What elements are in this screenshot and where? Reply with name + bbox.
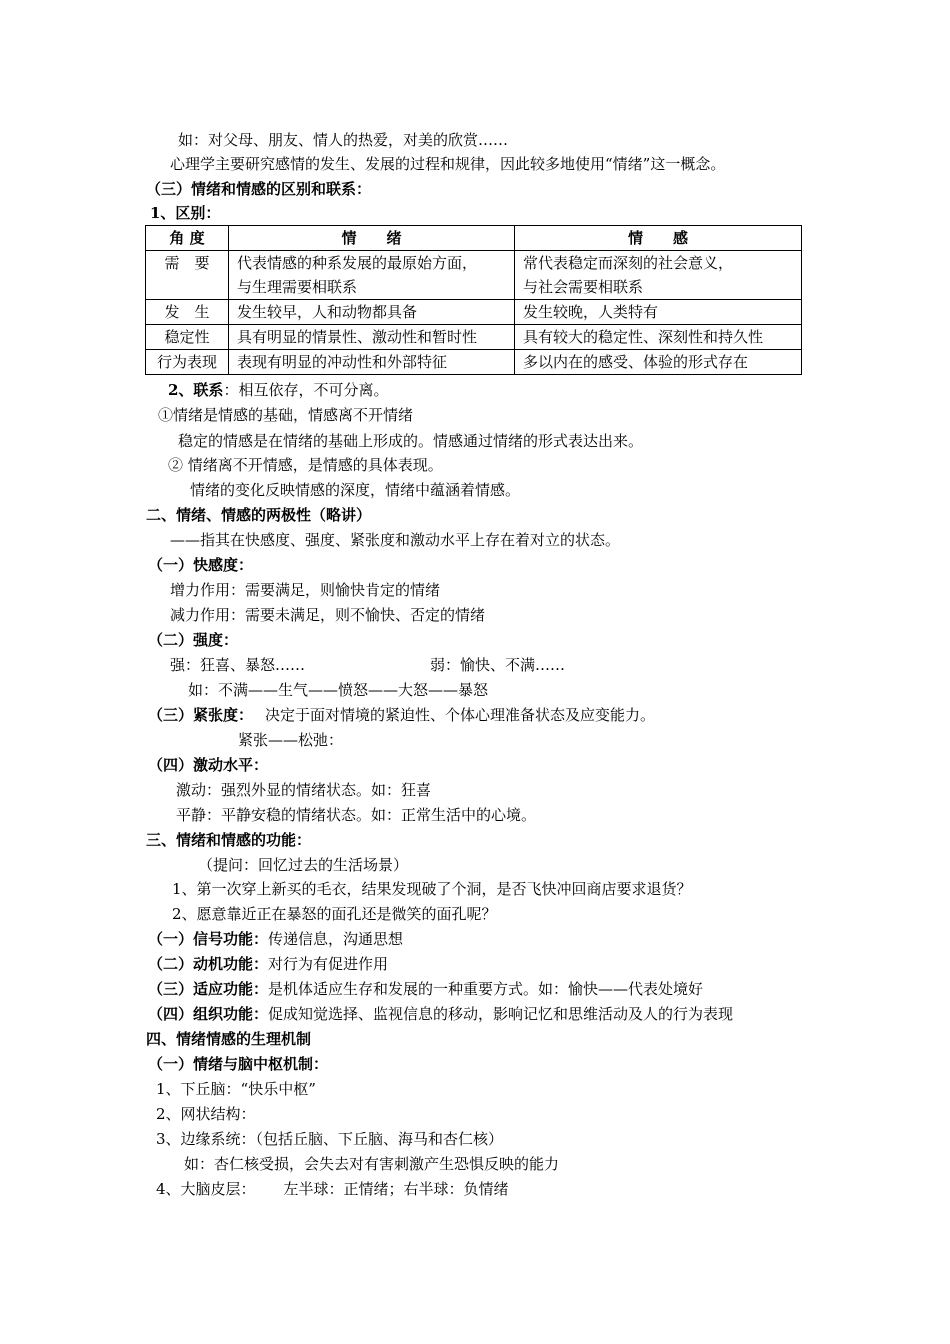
brain-mechanism-heading: （一）情绪与脑中枢机制：	[148, 1055, 329, 1073]
row-aspect: 需 要	[146, 251, 229, 300]
table-header-row	[146, 226, 802, 251]
function-3-label: （三）适应功能：	[148, 980, 269, 998]
arousal-item-2: 平静：平静安稳的情绪状态。如：正常生活中的心境。	[176, 806, 537, 824]
tension-example: 紧张——松弛：	[238, 731, 344, 749]
row-feeling: 多以内在的感受、体验的形式存在	[515, 350, 802, 375]
brain-item-3-example: 如：杏仁核受损，会失去对有害刺激产生恐惧反映的能力	[184, 1155, 560, 1173]
function-3	[148, 977, 830, 1001]
arousal-item-1: 激动：强烈外显的情绪状态。如：狂喜	[176, 781, 432, 799]
row-emotion: 表现有明显的冲动性和外部特征	[229, 350, 515, 375]
cell-line: 与生理需要相联系	[237, 278, 358, 296]
brain-item-1: 1、下丘脑：“快乐中枢”	[156, 1080, 316, 1098]
table-row	[146, 251, 802, 300]
function-2-text: 对行为有促进作用	[268, 955, 389, 973]
row-emotion	[229, 251, 515, 300]
connection-line	[168, 378, 830, 402]
header-aspect: 角 度	[146, 226, 229, 251]
function-4-text: 促成知觉选择、监视信息的移动，影响记忆和思维活动及人的行为表现	[268, 1005, 734, 1023]
connection-text: ：相互依存，不可分离。	[223, 381, 389, 399]
row-emotion: 具有明显的情景性、激动性和暂时性	[229, 325, 515, 350]
function-2	[148, 952, 830, 976]
arousal-heading: （四）激动水平：	[148, 756, 269, 774]
row-aspect: 发 生	[146, 300, 229, 325]
header-feeling: 情 感	[515, 226, 802, 251]
brain-item-4-label: 4、大脑皮层：	[156, 1180, 256, 1198]
header-emotion: 情 绪	[229, 226, 515, 251]
function-1-label: （一）信号功能：	[148, 930, 269, 948]
question-1: 1、第一次穿上新买的毛衣，结果发现破了个洞，是否飞快冲回商店要求退货？	[172, 880, 692, 898]
section-2-heading: 二、情绪、情感的两极性（略讲）	[146, 506, 372, 524]
connection-label: 2、联系	[168, 381, 224, 399]
pleasure-heading: （一）快感度：	[148, 556, 254, 574]
difference-subheading: 1、区别：	[150, 204, 221, 222]
intensity-example: 如：不满——生气——愤怒——大怒——暴怒	[188, 681, 489, 699]
section-4-heading: 四、情绪情感的生理机制	[146, 1030, 312, 1048]
cell-line: 与社会需要相联系	[523, 278, 644, 296]
brain-item-4	[156, 1177, 830, 1201]
row-feeling	[515, 251, 802, 300]
function-1-text: 传递信息，沟通思想	[268, 930, 404, 948]
tension-heading: （三）紧张度：	[148, 706, 254, 724]
function-4	[148, 1002, 850, 1026]
love-examples-line: 如：对父母、朋友、情人的热爱，对美的欣赏……	[178, 131, 509, 149]
table-row	[146, 350, 802, 375]
psychology-focus-line: 心理学主要研究感情的发生、发展的过程和规律，因此较多地使用“情绪”这一概念。	[170, 155, 726, 173]
connection-point-2: ② 情绪离不开情感，是情感的具体表现。	[168, 456, 443, 474]
polarity-intro: ——指其在快感度、强度、紧张度和激动水平上存在着对立的状态。	[170, 531, 621, 549]
row-emotion: 发生较早，人和动物都具备	[229, 300, 515, 325]
section-3-heading: （三）情绪和情感的区别和联系：	[146, 180, 372, 198]
row-aspect: 稳定性	[146, 325, 229, 350]
table-row	[146, 325, 802, 350]
function-2-label: （二）动机功能：	[148, 955, 269, 973]
table-row	[146, 300, 802, 325]
brain-item-4-text: 左半球：正情绪；右半球：负情绪	[283, 1180, 509, 1198]
row-feeling: 发生较晚，人类特有	[515, 300, 802, 325]
question-2: 2、愿意靠近正在暴怒的面孔还是微笑的面孔呢？	[172, 905, 497, 923]
function-1	[148, 927, 830, 951]
row-feeling: 具有较大的稳定性、深刻性和持久性	[515, 325, 802, 350]
pleasure-item-1: 增力作用：需要满足，则愉快肯定的情绪	[170, 581, 441, 599]
connection-point-2-detail: 情绪的变化反映情感的深度，情绪中蕴涵着情感。	[190, 481, 521, 499]
cell-line: 常代表稳定而深刻的社会意义，	[523, 254, 734, 272]
section-3-functions-heading: 三、情绪和情感的功能：	[146, 831, 312, 849]
question-prompt: （提问：回忆过去的生活场景）	[198, 856, 409, 874]
function-3-text: 是机体适应生存和发展的一种重要方式。如：愉快——代表处境好	[268, 980, 704, 998]
tension-text: 决定于面对情境的紧迫性、个体心理准备状态及应变能力。	[265, 706, 656, 724]
row-aspect: 行为表现	[146, 350, 229, 375]
intensity-weak: 弱：愉快、不满……	[430, 656, 566, 674]
cell-line: 代表情感的种系发展的最原始方面，	[237, 254, 478, 272]
function-4-label: （四）组织功能：	[148, 1005, 269, 1023]
intensity-strong: 强：狂喜、暴怒……	[170, 656, 306, 674]
intensity-heading: （二）强度：	[148, 631, 239, 649]
connection-point-1-detail: 稳定的情感是在情绪的基础上形成的。情感通过情绪的形式表达出来。	[178, 432, 644, 450]
comparison-table	[145, 225, 802, 375]
pleasure-item-2: 减力作用：需要未满足，则不愉快、否定的情绪	[170, 606, 486, 624]
tension-line	[148, 703, 830, 727]
brain-item-3: 3、边缘系统：（包括丘脑、下丘脑、海马和杏仁核）	[156, 1130, 504, 1148]
brain-item-2: 2、网状结构：	[156, 1105, 256, 1123]
connection-point-1: ①情绪是情感的基础，情感离不开情绪	[158, 406, 414, 424]
